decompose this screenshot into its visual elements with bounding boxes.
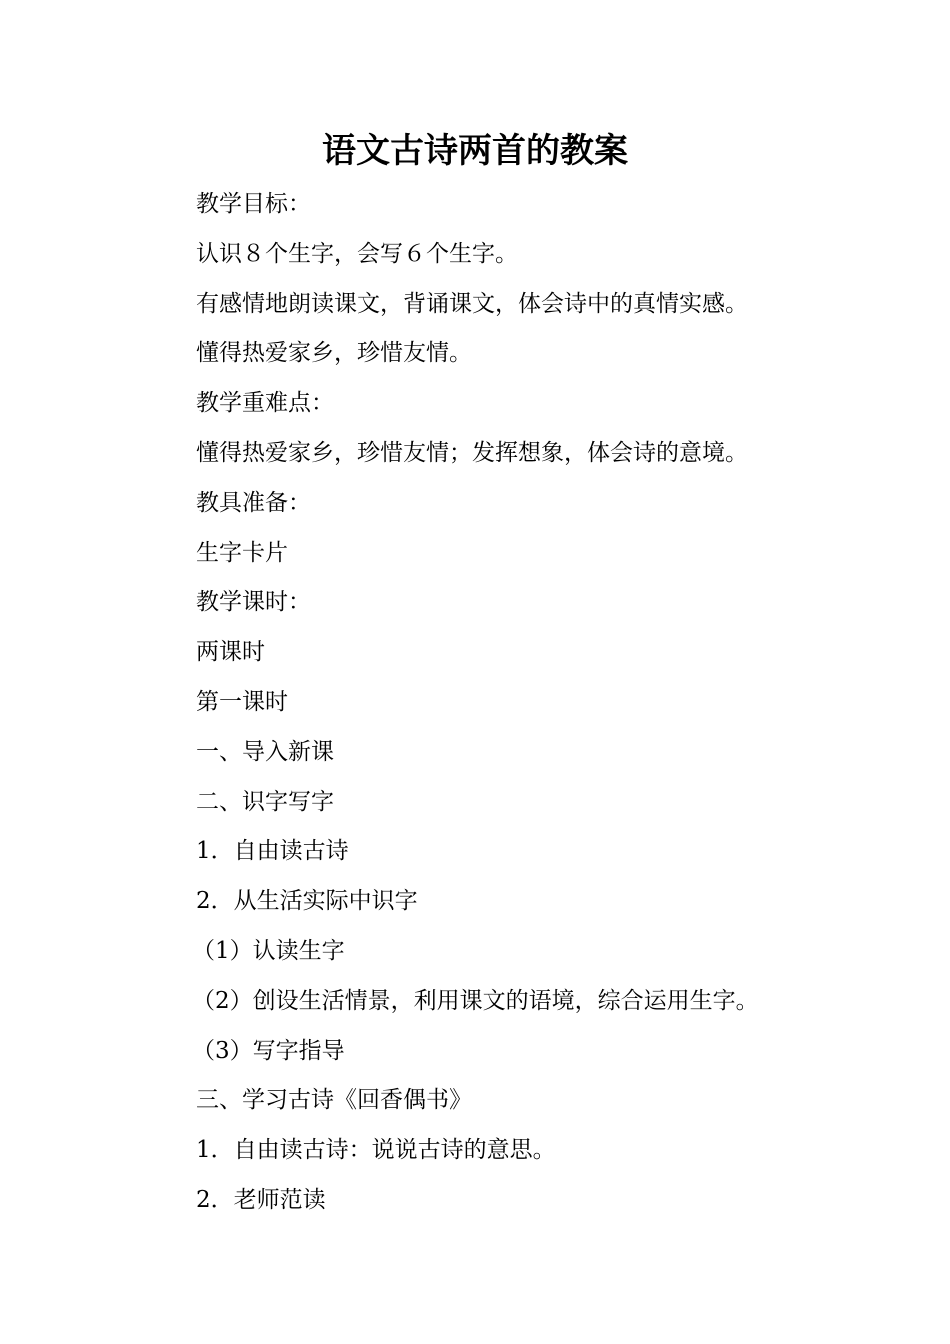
heading-class-hours: 教学课时： <box>196 589 311 616</box>
list-item: 2．从生活实际中识字 <box>196 888 418 915</box>
list-item: 2．老师范读 <box>196 1186 326 1213</box>
heading-key-points: 教学重难点： <box>196 390 334 417</box>
list-item: 1．自由读古诗：说说古诗的意思。 <box>196 1137 556 1164</box>
paragraph-goal-1: 认识８个生字，会写６个生字。 <box>196 240 518 267</box>
section-3: 三、学习古诗《回香偶书》 <box>196 1087 472 1114</box>
section-2: 二、识字写字 <box>196 788 334 815</box>
heading-teaching-goals: 教学目标： <box>196 191 311 217</box>
heading-materials: 教具准备： <box>196 489 311 516</box>
paragraph-key-points: 懂得热爱家乡，珍惜友情；发挥想象，体会诗的意境。 <box>196 439 748 466</box>
paragraph-goal-3: 懂得热爱家乡，珍惜友情。 <box>196 340 472 367</box>
section-1: 一、导入新课 <box>196 738 334 765</box>
sub-list-item: （3）写字指导 <box>192 1037 345 1064</box>
heading-first-lesson: 第一课时 <box>196 688 288 715</box>
paragraph-goal-2: 有感情地朗读课文，背诵课文，体会诗中的真情实感。 <box>196 290 748 317</box>
document-title: 语文古诗两首的教案 <box>322 131 628 171</box>
document-body <box>192 180 936 1226</box>
paragraph-materials: 生字卡片 <box>196 539 288 566</box>
list-item: 1．自由读古诗 <box>196 838 349 865</box>
sub-list-item: （2）创设生活情景，利用课文的语境，综合运用生字。 <box>192 987 759 1014</box>
sub-list-item: （1）认读生字 <box>192 937 345 964</box>
paragraph-class-hours: 两课时 <box>196 639 265 666</box>
